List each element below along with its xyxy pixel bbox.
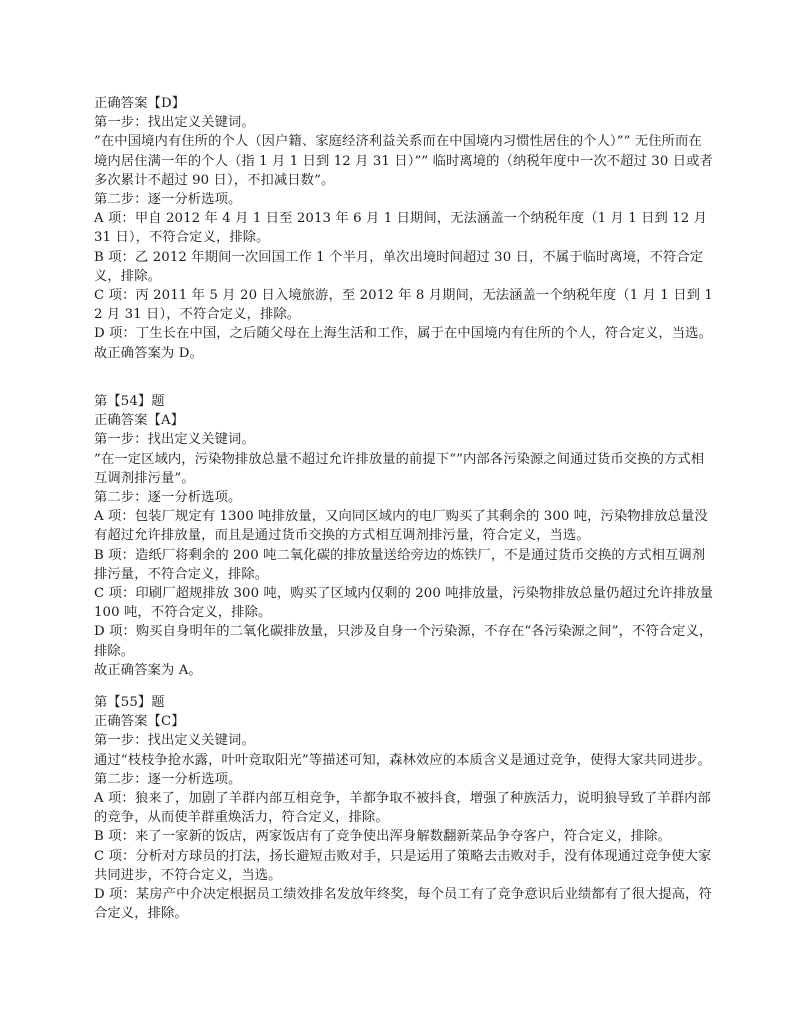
step-one-heading: 第一步：找出定义关键词。 [94,733,255,749]
option-b-analysis: B 项：造纸厂将剩余的 200 吨二氧化碳的排放量送给旁边的炼铁厂，不是通过货币交换的方式相互调剂排污量，不符合定义，排除。 [94,547,706,582]
definition-keywords: ”在一定区域内，污染物排放总量不超过允许排放量的前提下“”内部各污染源之间通过货币交换的方式相互调剂排污量”。 [94,451,705,486]
definition-keywords: 通过“枝枝争抢水露，叶叶竞取阳光”等描述可知，森林效应的本质含义是通过竞争，使得大家共同进步。 [94,752,711,768]
step-one-heading: 第一步：找出定义关键词。 [94,115,255,131]
option-d-analysis: D 项：丁生长在中国，之后随父母在上海生活和工作，属于在中国境内有住所的个人，符合定义，当选。 [94,326,712,342]
correct-answer: 正确答案【C】 [94,714,185,730]
question-title: 第【55】题 [94,695,165,710]
option-a-analysis: A 项：包装厂规定有 1300 吨排放量，又向同区域内的电厂购买了其剩余的 300 吨，污染物排放总量没有超过允许排放量，而且是通过货币交换的方式相互调剂排污量，符合定义，当选。 [94,509,708,544]
option-d-analysis: D 项：购买自身明年的二氧化碳排放量，只涉及自身一个污染源，不存在“各污染源之间”，不符合定义，排除。 [94,624,713,659]
conclusion: 故正确答案为 A。 [94,662,202,678]
step-two-heading: 第二步：逐一分析选项。 [94,771,242,787]
correct-answer: 正确答案【D】 [94,96,186,111]
option-c-analysis: C 项：分析对方球员的打法，扬长避短击败对手，只是运用了策略去击败对手，没有体现通过竞争使大家共同进步，不符合定义，当选。 [94,848,712,883]
step-one-heading: 第一步：找出定义关键词。 [94,432,255,448]
option-a-analysis: A 项：甲自 2012 年 4 月 1 日至 2013 年 6 月 1 日期间，无法涵盖一个纳税年度（1 月 1 日到 12 月 31 日），不符合定义，排除。 [94,211,708,246]
option-d-analysis: D 项：某房产中介决定根据员工绩效排名发放年终奖，每个员工有了竞争意识后业绩都有了很大提高，符合定义，排除。 [94,887,712,922]
option-a-analysis: A 项：狼来了，加剧了羊群内部互相竞争，羊都争取不被抖食，增强了种族活力，说明狼导致了羊群内部的竞争，从而使羊群重焕活力，符合定义，排除。 [94,791,711,826]
question-53-explanation [94,94,714,363]
question-title: 第【54】题 [94,394,165,409]
step-two-heading: 第二步：逐一分析选项。 [94,490,242,506]
step-two-heading: 第二步：逐一分析选项。 [94,192,242,208]
option-b-analysis: B 项：乙 2012 年期间一次回国工作 1 个半月，单次出境时间超过 30 日，不属于临时离境，不符合定义，排除。 [94,249,704,284]
definition-keywords: ”在中国境内有住所的个人（因户籍、家庭经济利益关系而在中国境内习惯性居住的个人）”” 无住所而在境内居住满一年的个人（指 1 月 1 日到 12 月 31 日）”” 临时离境的（纳税年度中一次不超过 30 日或者多次累计不超过 90 日），不扣减日数”。 [94,134,713,188]
option-b-analysis: B 项：来了一家新的饭店，两家饭店有了竞争使出浑身解数翻新菜品争夺客户，符合定义，排除。 [94,829,671,845]
correct-answer: 正确答案【A】 [94,413,185,429]
conclusion: 故正确答案为 D。 [94,345,203,361]
question-54-explanation [94,392,714,680]
option-c-analysis: C 项：丙 2011 年 5 月 20 日入境旅游，至 2012 年 8 月期间，无法涵盖一个纳税年度（1 月 1 日到 12 月 31 日），不符合定义，排除。 [94,288,713,323]
question-55-explanation [94,693,714,923]
option-c-analysis: C 项：印刷厂超规排放 300 吨，购买了区域内仅剩的 200 吨排放量，污染物排放总量仍超过允许排放量 100 吨，不符合定义，排除。 [94,586,714,621]
